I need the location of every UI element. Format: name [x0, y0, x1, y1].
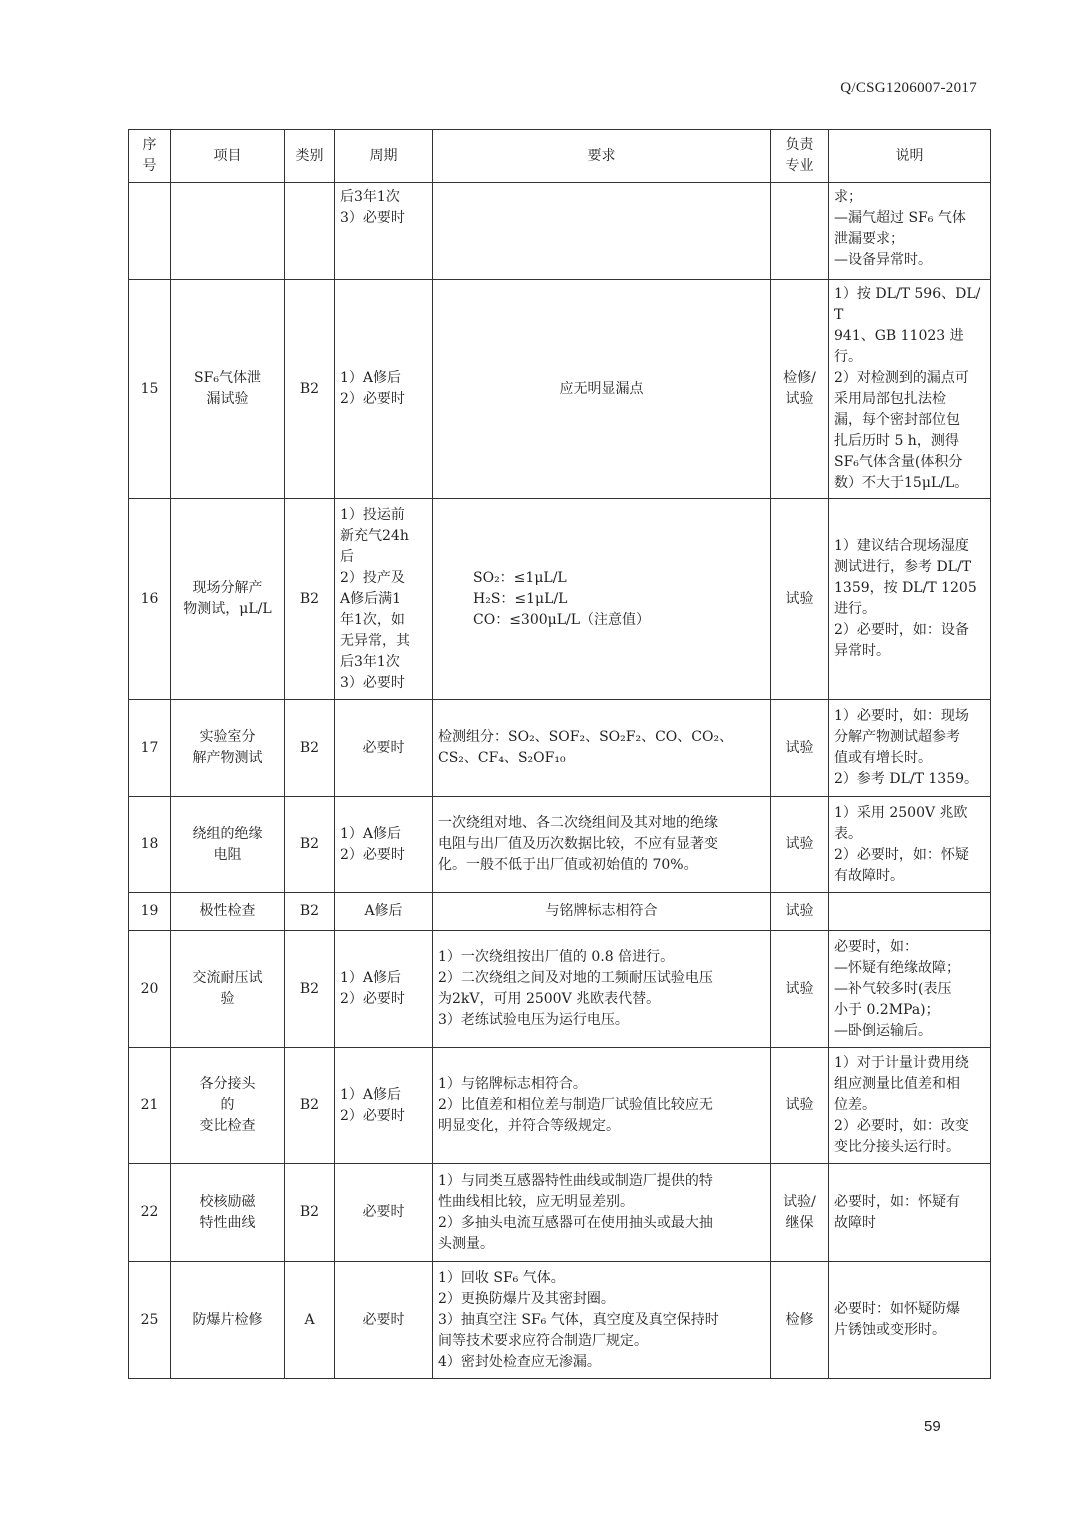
cell-note [829, 183, 991, 280]
cell-line: 1）投运前 [340, 506, 405, 523]
cell-line: 实验室分 [199, 729, 256, 745]
cell-seq: 20 [129, 931, 171, 1048]
cell-line: —漏气超过 SF₆ 气体 [834, 210, 966, 226]
cell-line: 有故障时。 [834, 867, 904, 884]
cell-period [335, 797, 433, 893]
cell-line: 泄漏要求； [834, 231, 904, 247]
cell-line: 明显变化，并符合等级规定。 [438, 1118, 620, 1134]
cell-seq [129, 183, 171, 280]
cell-seq: 25 [129, 1262, 171, 1379]
cell-note [829, 893, 991, 931]
cell-period [335, 183, 433, 280]
cell-line: 2）必要时 [340, 991, 405, 1007]
cell-line: 故障时 [834, 1214, 876, 1231]
table-row [129, 1262, 991, 1379]
cell-line: —补气较多时(表压 [834, 980, 952, 997]
cell-line: 必要时：如怀疑防爆 [834, 1301, 960, 1317]
cell-line: 片锈蚀或变形时。 [834, 1322, 946, 1338]
cell-requirement [433, 1262, 771, 1379]
table-row [129, 797, 991, 893]
cell-category: B2 [285, 797, 335, 893]
cell-line: 数）不大于15μL/L。 [834, 475, 969, 491]
cell-line: 941、GB 11023 进行。 [834, 328, 964, 365]
cell-line: 试验 [785, 1097, 814, 1113]
cell-line: 位差。 [834, 1097, 876, 1113]
cell-line: 为2kV，可用 2500V 兆欧表代替。 [438, 991, 661, 1007]
cell-seq: 21 [129, 1048, 171, 1164]
header-requirement: 要求 [433, 130, 771, 183]
cell-responsible [771, 700, 829, 797]
cell-line: A修后满1 [340, 590, 402, 607]
cell-line: 2）更换防爆片及其密封圈。 [438, 1290, 615, 1307]
cell-period [335, 280, 433, 499]
cell-line: 应无明显漏点 [559, 380, 644, 397]
cell-line: 分解产物测试超参考 [834, 729, 960, 745]
cell-seq: 17 [129, 700, 171, 797]
cell-line: 1）A修后 [340, 1086, 402, 1103]
cell-line: 小于 0.2MPa)； [834, 1001, 940, 1018]
cell-line: 1）必要时，如：现场 [834, 708, 969, 724]
table-row [129, 1164, 991, 1262]
table-row [129, 499, 991, 700]
cell-line: 必要时 [362, 1204, 405, 1220]
header-responsible: 负责 专业 [771, 130, 829, 183]
cell-item [171, 183, 285, 280]
cell-line: SO₂：≤1μL/L [473, 569, 567, 586]
cell-line: —设备异常时。 [834, 252, 932, 268]
cell-line: CS₂、CF₄、S₂OF₁₀ [438, 750, 566, 766]
table-row [129, 1048, 991, 1164]
cell-line: 2）比值差和相位差与制造厂试验值比较应无 [438, 1097, 713, 1113]
cell-line: 1）对于计量计费用绕 [834, 1055, 969, 1071]
cell-line: 一次绕组对地、各二次绕组间及其对地的绝缘 [438, 815, 718, 831]
cell-line: 后3年1次 [340, 189, 400, 205]
cell-note [829, 1164, 991, 1262]
cell-line: 新充气24h [340, 527, 409, 544]
cell-line: 试验 [785, 836, 814, 852]
cell-note [829, 797, 991, 893]
cell-period [335, 893, 433, 931]
cell-line: 的 [220, 1097, 235, 1113]
cell-line: 试验 [785, 739, 814, 756]
cell-seq: 19 [129, 893, 171, 931]
cell-line: 组应测量比值差和相 [834, 1076, 960, 1092]
cell-line: 试验 [785, 391, 814, 407]
cell-line: CO：≤300μL/L（注意值） [473, 611, 651, 628]
cell-line: SF₆气体泄 [194, 370, 261, 386]
cell-line: 继保 [785, 1214, 814, 1231]
cell-line: 2）投产及 [340, 569, 405, 586]
cell-item [171, 280, 285, 499]
cell-period [335, 499, 433, 700]
header-item: 项目 [171, 130, 285, 183]
cell-line: 3）必要时 [340, 210, 405, 226]
cell-line: —卧倒运输后。 [834, 1022, 932, 1039]
cell-line: 极性检查 [199, 903, 256, 919]
cell-line: 1）一次绕组按出厂值的 0.8 倍进行。 [438, 949, 675, 965]
cell-line: 各分接头 [199, 1076, 256, 1092]
cell-line: 后 [340, 548, 354, 565]
cell-requirement [433, 931, 771, 1048]
cell-line: 电阻 [213, 846, 242, 863]
cell-category [285, 183, 335, 280]
cell-line: 2）必要时，如：设备 [834, 622, 969, 638]
cell-note [829, 1048, 991, 1164]
cell-line: 间等技术要求应符合制造厂规定。 [438, 1332, 648, 1349]
cell-line: 特性曲线 [199, 1214, 256, 1231]
cell-seq: 18 [129, 797, 171, 893]
cell-line: 4）密封处检查应无渗漏。 [438, 1353, 601, 1370]
cell-item [171, 931, 285, 1048]
cell-line: 1）与铭牌标志相符合。 [438, 1076, 587, 1092]
table-row [129, 700, 991, 797]
cell-line: 与铭牌标志相符合 [545, 903, 658, 919]
table-row [129, 931, 991, 1048]
cell-period [335, 1048, 433, 1164]
cell-item [171, 893, 285, 931]
cell-seq: 16 [129, 499, 171, 700]
cell-line: 1）回收 SF₆ 气体。 [438, 1269, 565, 1286]
cell-line: 防爆片检修 [192, 1311, 263, 1328]
cell-period [335, 1262, 433, 1379]
cell-line: 3）必要时 [340, 674, 405, 691]
header-note: 说明 [829, 130, 991, 183]
cell-item [171, 1262, 285, 1379]
cell-requirement [433, 280, 771, 499]
cell-line: 进行。 [834, 601, 876, 617]
cell-line: 漏，每个密封部位包 [834, 412, 960, 428]
cell-line: SF₆气体含量(体积分 [834, 454, 963, 470]
cell-line: 头测量。 [438, 1235, 494, 1252]
cell-item [171, 700, 285, 797]
cell-category: B2 [285, 1164, 335, 1262]
cell-line: 现场分解产 [192, 580, 263, 596]
cell-line: 1）建议结合现场湿度 [834, 538, 969, 554]
cell-responsible [771, 893, 829, 931]
cell-line: H₂S：≤1μL/L [473, 590, 568, 607]
cell-seq: 15 [129, 280, 171, 499]
cell-responsible [771, 1048, 829, 1164]
cell-line: 试验/ [783, 1193, 816, 1210]
cell-line: 性曲线相比较，应无明显差别。 [438, 1193, 634, 1210]
cell-line: 1）按 DL/T 596、DL/T [834, 286, 981, 323]
cell-seq: 22 [129, 1164, 171, 1262]
cell-item [171, 1164, 285, 1262]
cell-line: 检测组分：SO₂、SOF₂、SO₂F₂、CO、CO₂、 [438, 729, 734, 745]
cell-line: 验 [220, 991, 235, 1007]
cell-line: 试验 [785, 980, 814, 997]
cell-line: 试验 [785, 590, 814, 607]
cell-line: 2）二次绕组之间及对地的工频耐压试验电压 [438, 970, 713, 986]
cell-line: 交流耐压试 [192, 970, 263, 986]
cell-line: 1）A修后 [340, 370, 402, 386]
cell-line: —怀疑有绝缘故障； [834, 959, 960, 976]
document-code: Q/CSG1206007-2017 [840, 80, 977, 96]
cell-line: 1）采用 2500V 兆欧 [834, 804, 968, 821]
cell-responsible [771, 183, 829, 280]
cell-line: 表。 [834, 825, 862, 842]
cell-responsible [771, 1164, 829, 1262]
cell-responsible [771, 280, 829, 499]
cell-responsible [771, 1262, 829, 1379]
cell-line: 解产物测试 [192, 750, 263, 766]
table-row [129, 893, 991, 931]
cell-line: 绕组的绝缘 [192, 825, 263, 842]
cell-requirement [433, 1048, 771, 1164]
cell-requirement [433, 797, 771, 893]
cell-period [335, 931, 433, 1048]
cell-line: 后3年1次 [340, 653, 400, 670]
cell-line: 值或有增长时。 [834, 750, 932, 766]
table-row [129, 280, 991, 499]
table-header-row [129, 130, 991, 183]
cell-category: B2 [285, 931, 335, 1048]
cell-category: B2 [285, 1048, 335, 1164]
cell-line: 2）参考 DL/T 1359。 [834, 771, 979, 787]
cell-line: 2）必要时，如：怀疑 [834, 846, 969, 863]
cell-line: 变比分接头运行时。 [834, 1139, 960, 1155]
header-period: 周期 [335, 130, 433, 183]
cell-line: 2）必要时 [340, 1107, 405, 1124]
cell-responsible [771, 499, 829, 700]
cell-period [335, 700, 433, 797]
cell-item [171, 797, 285, 893]
cell-category: A [285, 1262, 335, 1379]
cell-line: 2）必要时，如：改变 [834, 1118, 969, 1134]
cell-line: 1）A修后 [340, 970, 402, 986]
cell-requirement [433, 499, 771, 700]
cell-requirement [433, 183, 771, 280]
cell-line: 漏试验 [206, 391, 249, 407]
header-seq: 序 号 [129, 130, 171, 183]
cell-note [829, 931, 991, 1048]
cell-line: 2）必要时 [340, 391, 405, 407]
cell-responsible [771, 931, 829, 1048]
cell-line: 2）对检测到的漏点可 [834, 370, 969, 386]
cell-line: 1）A修后 [340, 825, 402, 842]
cell-line: 无异常，其 [340, 632, 410, 649]
cell-line: 采用局部包扎法检 [834, 391, 946, 407]
cell-item [171, 1048, 285, 1164]
table-row [129, 183, 991, 280]
cell-line: 异常时。 [834, 643, 890, 659]
cell-requirement [433, 1164, 771, 1262]
cell-requirement [433, 700, 771, 797]
cell-line: 年1次，如 [340, 611, 405, 628]
cell-line: 测试进行，参考 DL/T [834, 559, 972, 575]
cell-note [829, 280, 991, 499]
cell-line: 检修/ [783, 370, 816, 386]
header-category: 类别 [285, 130, 335, 183]
cell-line: 变比检查 [199, 1118, 256, 1134]
cell-line: 求； [834, 189, 862, 205]
cell-responsible [771, 797, 829, 893]
cell-line: 2）必要时 [340, 846, 405, 863]
cell-line: 必要时 [362, 1311, 405, 1328]
cell-line: 物测试，μL/L [183, 601, 272, 617]
cell-line: 1）与同类互感器特性曲线或制造厂提供的特 [438, 1172, 713, 1189]
cell-line: 检修 [785, 1311, 814, 1328]
test-items-table [128, 129, 991, 1379]
cell-line: 3）老练试验电压为运行电压。 [438, 1012, 629, 1028]
cell-line: 试验 [785, 903, 814, 919]
page-number: 59 [924, 1418, 941, 1435]
cell-note [829, 700, 991, 797]
cell-line: 必要时 [362, 739, 405, 756]
cell-note [829, 499, 991, 700]
cell-line: 化。一般不低于出厂值或初始值的 70%。 [438, 857, 698, 873]
cell-item [171, 499, 285, 700]
cell-line: 必要时，如： [834, 938, 918, 955]
cell-category: B2 [285, 893, 335, 931]
cell-line: 3）抽真空注 SF₆ 气体，真空度及真空保持时 [438, 1311, 719, 1328]
cell-line: 扎后历时 5 h，测得 [834, 433, 959, 449]
cell-line: A修后 [364, 903, 403, 919]
cell-category: B2 [285, 499, 335, 700]
table-body [129, 183, 991, 1379]
cell-line: 1359，按 DL/T 1205 [834, 580, 977, 596]
cell-category: B2 [285, 280, 335, 499]
cell-note [829, 1262, 991, 1379]
cell-line: 校核励磁 [199, 1193, 256, 1210]
cell-requirement [433, 893, 771, 931]
cell-line: 2）多抽头电流互感器可在使用抽头或最大抽 [438, 1214, 713, 1231]
cell-line: 必要时，如：怀疑有 [834, 1193, 960, 1210]
cell-period [335, 1164, 433, 1262]
cell-category: B2 [285, 700, 335, 797]
cell-line: 电阻与出厂值及历次数据比较，不应有显著变 [438, 836, 718, 852]
